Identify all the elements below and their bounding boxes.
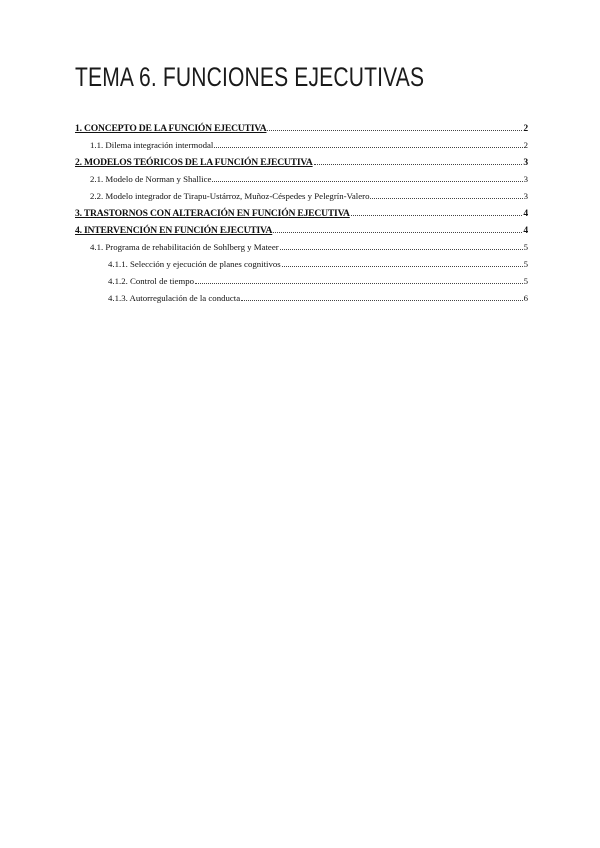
toc-dot-leader (280, 248, 523, 250)
toc-entry[interactable] (75, 256, 528, 273)
toc-dot-leader (195, 282, 523, 284)
toc-dot-leader (241, 299, 522, 301)
toc-entry[interactable] (75, 239, 528, 256)
toc-entry-label: 4.1. Programa de rehabilitación de Sohlberg y Mateer (90, 242, 279, 252)
toc-entry-page-number: 5 (523, 242, 528, 252)
toc-entry[interactable] (75, 120, 528, 137)
toc-dot-leader (351, 214, 523, 216)
toc-entry-page-number: 5 (523, 276, 528, 286)
toc-dot-leader (273, 231, 522, 233)
toc-entry-label: 4.1.1. Selección y ejecución de planes cognitivos (108, 259, 281, 269)
toc-entry[interactable] (75, 154, 528, 171)
toc-entry[interactable] (75, 222, 528, 239)
toc-dot-leader (267, 129, 522, 131)
toc-entry-page-number: 3 (523, 157, 528, 168)
document-title: TEMA 6. FUNCIONES EJECUTIVAS (75, 62, 425, 92)
toc-entry-page-number: 4 (523, 225, 528, 236)
toc-entry-label: 4.1.2. Control de tiempo (108, 276, 195, 286)
toc-dot-leader (282, 265, 523, 267)
toc-entry-label: 4.1.3. Autorregulación de la conducta (108, 293, 241, 303)
toc-entry[interactable] (75, 290, 528, 307)
toc-entry-label: 2.1. Modelo de Norman y Shallice (90, 174, 212, 184)
toc-dot-leader (370, 197, 522, 199)
toc-entry-page-number: 3 (523, 174, 528, 184)
toc-dot-leader (314, 163, 523, 165)
toc-entry[interactable] (75, 273, 528, 290)
toc-entry-page-number: 2 (523, 140, 528, 150)
toc-entry[interactable] (75, 205, 528, 222)
toc-entry[interactable] (75, 137, 528, 154)
toc-entry-page-number: 3 (523, 191, 528, 201)
toc-dot-leader (214, 146, 522, 148)
toc-entry-label: 1.1. Dilema integración intermodal (90, 140, 214, 150)
toc-entry-label: 4. INTERVENCIÓN EN FUNCIÓN EJECUTIVA (75, 225, 273, 236)
toc-entry[interactable] (75, 171, 528, 188)
toc-entry-label: 2. MODELOS TEÓRICOS DE LA FUNCIÓN EJECUTIVA (75, 157, 313, 168)
toc-dot-leader (212, 180, 522, 182)
toc-entry-page-number: 2 (523, 123, 528, 134)
toc-entry[interactable] (75, 188, 528, 205)
toc-entry-page-number: 5 (523, 259, 528, 269)
toc-entry-page-number: 4 (523, 208, 528, 219)
toc-entry-page-number: 6 (523, 293, 528, 303)
toc-entry-label: 2.2. Modelo integrador de Tirapu-Ustárroz, Muñoz-Céspedes y Pelegrín-Valero (90, 191, 370, 201)
toc-entry-label: 1. CONCEPTO DE LA FUNCIÓN EJECUTIVA (75, 123, 267, 134)
table-of-contents (75, 120, 528, 307)
toc-entry-label: 3. TRASTORNOS CON ALTERACIÓN EN FUNCIÓN EJECUTIVA (75, 208, 350, 219)
